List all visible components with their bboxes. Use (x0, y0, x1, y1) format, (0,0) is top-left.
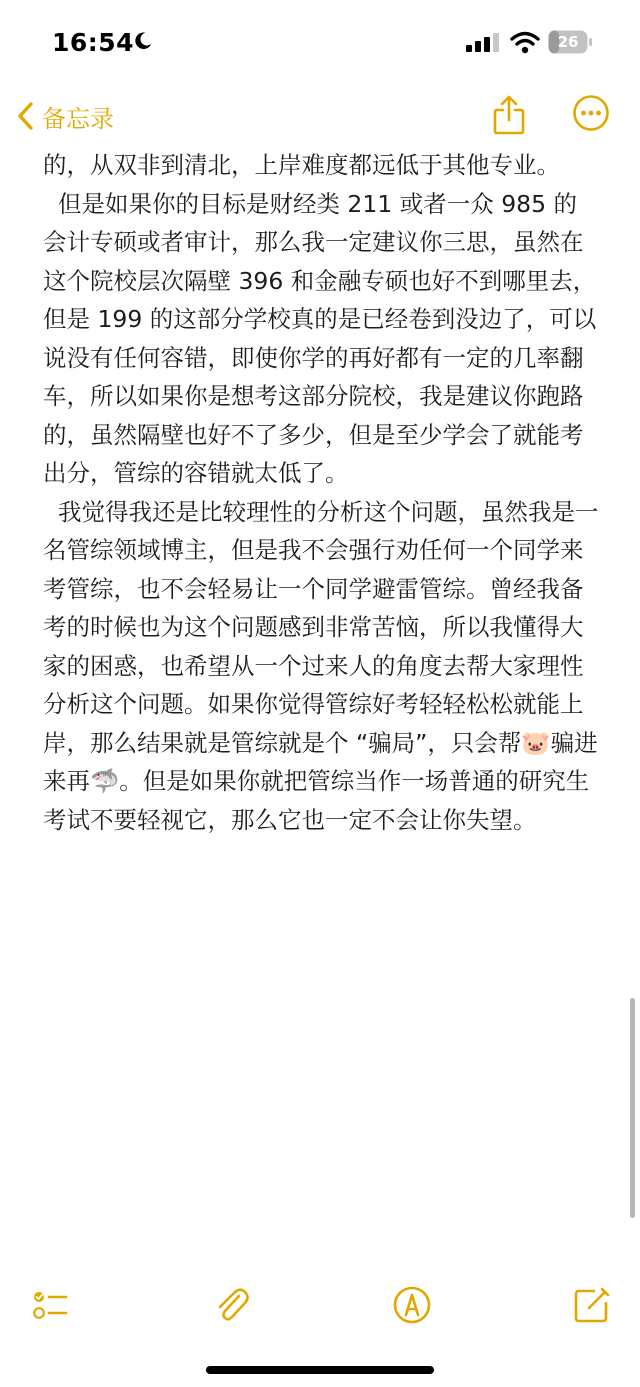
status-time: 16:54 (52, 28, 135, 57)
nav-bar (0, 90, 640, 142)
battery-level: 26 (557, 33, 579, 51)
home-indicator (206, 1366, 434, 1374)
wifi-icon (510, 30, 540, 54)
status-bar (0, 0, 640, 90)
scroll-indicator[interactable] (630, 998, 635, 1218)
markup-icon[interactable] (392, 1285, 432, 1325)
share-icon[interactable] (492, 94, 526, 136)
paperclip-icon[interactable] (212, 1285, 252, 1325)
compose-icon[interactable] (572, 1285, 612, 1325)
back-label: 备忘录 (42, 104, 114, 133)
signal-icon (466, 32, 502, 52)
more-icon[interactable] (572, 94, 610, 132)
checklist-icon[interactable] (30, 1285, 70, 1325)
note-body[interactable]: 的，从双非到清北，上岸难度都远低于其他专业。 但是如果你的目标是财经类 211 或者一众 985 的会计专硕或者审计，那么我一定建议你三思，虽然在这个院校层次隔壁 396 和金融专硕也好不到哪里去，但是 199 的这部分学校真的是已经卷到没边了，可以说没有任何容错，即使你学的再好都有一定的几率翻车，所以如果你是想考这部分院校，我是建议你跑路的，虽然隔壁也好不了多少，但是至少学会了就能考出分，管综的容错就太低了。 我觉得我还是比较理性的分析这个问题，虽然我是一名管综领域博主，但是我不会强行劝任何一个同学来考管综，也不会轻易让一个同学避雷管综。曾经我备考的时候也为这个问题感到非常苦恼，所以我懂得大家的困惑，也希望从一个过来人的角度去帮大家理性分析这个问题。如果你觉得管综好考轻轻松松就能上岸，那么结果就是管综就是个 “骗局”，只会帮🐷骗进来再🦈。但是如果你就把管综当作一场普通的研究生考试不要轻视它，那么它也一定不会让你失望。 (43, 151, 599, 834)
moon-icon (132, 30, 154, 52)
back-button[interactable] (16, 96, 114, 136)
bottom-toolbar (0, 1275, 640, 1335)
chevron-left-icon (16, 101, 34, 131)
